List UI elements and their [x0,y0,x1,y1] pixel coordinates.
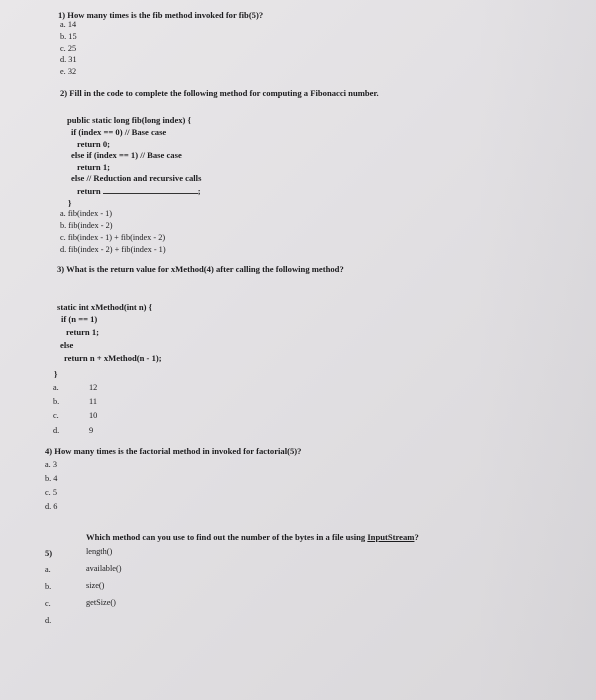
q1-option-d: d. 31 [60,55,77,64]
q3-code-line: } [54,369,58,379]
q3-code-line: return 1; [66,327,100,337]
q2-return-keyword: return [77,186,101,196]
q2-option-d: d. fib(index - 2) + fib(index - 1) [60,245,166,254]
q5-option-letter: c. [45,599,51,608]
q2-option-b: b. fib(index - 2) [60,221,113,230]
q3-option-value: 10 [89,411,98,420]
q5-option-letter: d. [45,616,52,625]
q1-option-e: e. 32 [60,67,77,76]
q1-option-c: c. 25 [60,44,77,53]
q1-stem: 1) How many times is the fib method invoked for fib(5)? [58,10,264,20]
q3-option-letter: c. [53,411,59,420]
q2-answer-blank [103,186,198,194]
q2-code-return [77,186,201,196]
q3-option-letter: a. [53,383,59,392]
q3-option-letter: d. [53,426,60,435]
q2-stem: 2) Fill in the code to complete the following method for computing a Fibonacci number. [60,88,379,98]
q3-stem: 3) What is the return value for xMethod(4) after calling the following method? [57,264,344,274]
q2-code-line: return 0; [77,139,111,149]
q2-code-line: } [68,198,72,208]
q3-code-line: static int xMethod(int n) { [57,302,153,312]
q2-code-line: else if (index == 1) // Base case [71,150,182,160]
q5-option-letter: a. [45,565,51,574]
q4-option-b: b. 4 [45,474,58,483]
q2-code-line: public static long fib(long index) { [67,115,191,125]
page-shadow [476,0,596,700]
q3-option-value: 12 [89,383,98,392]
q5-stem-text: Which method can you use to find out the number of the bytes in a file using [86,532,368,542]
q4-option-d: d. 6 [45,502,58,511]
q3-code-line: if (n == 1) [61,314,98,324]
q5-option-value: getSize() [86,598,116,607]
q1-option-a: a. 14 [60,20,77,29]
q4-option-c: c. 5 [45,488,57,497]
q4-stem: 4) How many times is the factorial method in invoked for factorial(5)? [45,446,302,456]
q3-code-line: return n + xMethod(n - 1); [64,353,162,363]
q3-option-letter: b. [53,397,60,406]
q3-code-line: else [60,340,74,350]
q5-option-letter: b. [45,582,52,591]
q5-option-value: length() [86,547,113,556]
q5-option-value: size() [86,581,105,590]
q5-stem-end: ? [414,532,419,542]
q5-stem [86,532,419,542]
q4-option-a: a. 3 [45,460,57,469]
q5-option-value: available() [86,564,122,573]
q2-option-c: c. fib(index - 1) + fib(index - 2) [60,233,166,242]
q2-code-line: if (index == 0) // Base case [71,127,167,137]
q5-number: 5) [45,548,53,558]
q5-stem-underlined: InputStream [367,532,415,542]
q1-option-b: b. 15 [60,32,77,41]
q3-option-value: 9 [89,426,94,435]
q2-option-a: a. fib(index - 1) [60,209,113,218]
q3-option-value: 11 [89,397,97,406]
q2-code-line: else // Reduction and recursive calls [71,173,202,183]
q2-semicolon: ; [197,186,201,196]
q2-code-line: return 1; [77,162,111,172]
